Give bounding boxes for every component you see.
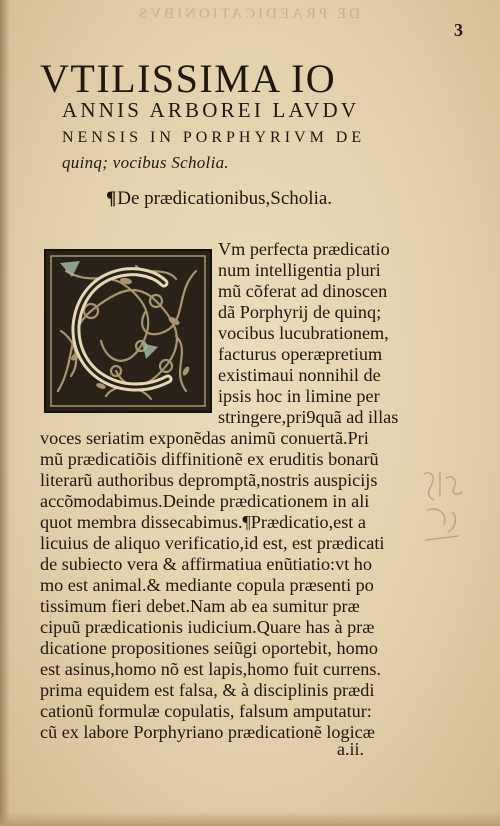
body-line: num intelligentia pluri: [218, 260, 381, 280]
body-line: mo est animal.& mediante copula præsenti po: [40, 575, 374, 595]
body-line: cũ ex labore Porphyriano prædicationẽ logicæ: [40, 722, 375, 742]
body-line: licuius de aliquo verificatio,id est, est prædicati: [40, 533, 385, 553]
title-line-4: quinq; vocibus Scholia.: [62, 153, 229, 172]
body-line: mũ prædicatiõis diffinitionẽ ex eruditis bonarũ: [40, 449, 379, 469]
bleed-through-text: DE PRAEDICATIONIBVS: [135, 6, 360, 22]
body-line: existimaui nonnihil de: [218, 365, 381, 385]
body-line: Vm perfecta prædicatio: [218, 239, 390, 259]
title-line-3: NENSIS IN PORPHYRIVM DE: [62, 129, 366, 146]
body-line: mũ cõferat ad dinoscen: [218, 281, 388, 301]
body-line: est asinus,homo nõ est lapis,homo fuit currens.: [40, 659, 381, 679]
body-line: voces seriatim exponẽdas animũ conuertã.Pri: [40, 428, 369, 448]
signature-mark: a.ii.: [337, 739, 364, 759]
woodcut-initial-icon: [46, 251, 210, 411]
body-line: facturus operæpretium: [218, 344, 383, 364]
page-bottom-shadow: [0, 812, 500, 826]
body-line: dicatione propositiones seiũgi oportebit, homo: [40, 638, 378, 658]
body-line: de subiecto vera & affirmatiua enũtiatio:vt ho: [40, 554, 372, 574]
title-line-2: ANNIS ARBOREI LAVDV: [62, 98, 360, 122]
pilcrow-icon: ¶: [106, 188, 117, 209]
section-heading: [106, 188, 332, 210]
body-line: quot membra dissecabimus.¶Prædicatio,est a: [40, 512, 366, 532]
body-line: prima equidem est falsa, & à disciplinis prædi: [40, 680, 375, 700]
section-heading-text: De prædicationibus,Scholia.: [117, 188, 333, 209]
page-gutter-shadow: [0, 0, 10, 826]
body-line: dã Porphyrij de quinq;: [218, 302, 382, 322]
body-line: cationũ formulæ copulatis, falsum amputatur:: [40, 701, 372, 721]
body-line: literarũ authoribus depromptã,nostris auspicijs: [40, 470, 378, 490]
body-line: ipsis hoc in limine per: [218, 386, 380, 406]
body-line: accõmodabimus.Deinde prædicationem in ali: [40, 491, 370, 511]
body-line: stringere,pri9quã ad illas: [218, 407, 399, 427]
page-number: 3: [454, 20, 463, 40]
body-line: vocibus lucubrationem,: [218, 323, 389, 343]
decorated-initial-c: [44, 249, 212, 413]
body-line: cipuũ prædicationis iudicium.Quare has à præ: [40, 617, 375, 637]
handwritten-annotation-icon: [418, 466, 478, 556]
body-line: tissimum fieri debet.Nam ab ea sumitur præ: [40, 596, 360, 616]
title-line-1: VTILISSIMA IO: [40, 56, 337, 101]
